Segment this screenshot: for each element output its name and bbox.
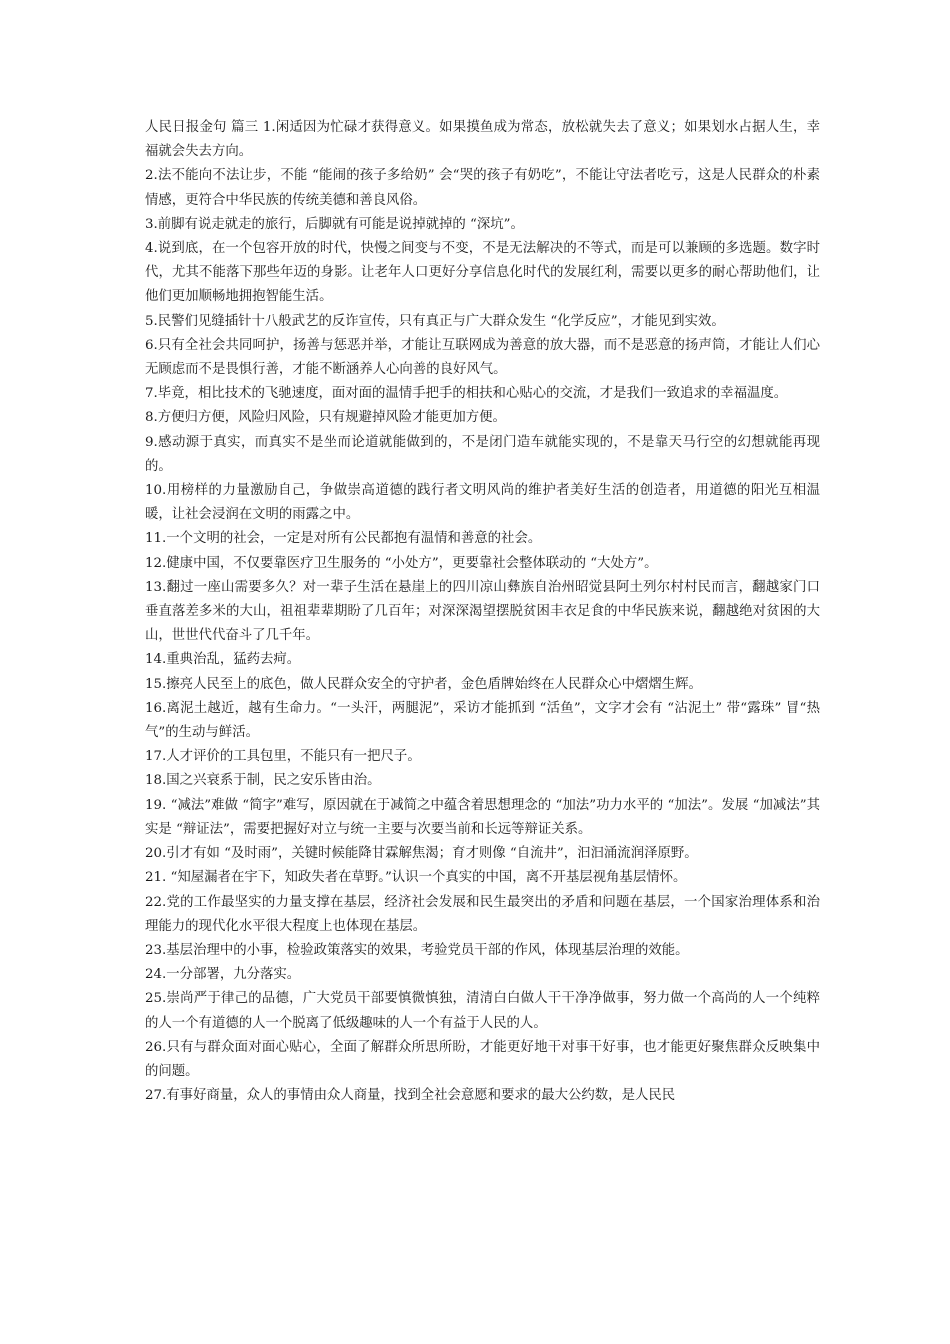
paragraph-8: 8.方便归方便，风险归风险，只有规避掉风险才能更加方便。 bbox=[145, 410, 506, 426]
paragraph-12: 12.健康中国，不仅要靠医疗卫生服务的 “小处方”，更要靠社会整体联动的 “大处方”。 bbox=[145, 555, 658, 571]
paragraph-17: 17.人才评价的工具包里，不能只有一把尺子。 bbox=[145, 749, 421, 765]
paragraph-3: 3.前脚有说走就走的旅行，后脚就有可能是说掉就掉的 “深坑”。 bbox=[145, 216, 524, 232]
paragraph-23: 23.基层治理中的小事，检验政策落实的效果，考验党员干部的作风，体现基层治理的效能。 bbox=[145, 942, 689, 958]
paragraph-16: 16.离泥土越近，越有生命力。“一头汗，两腿泥”，采访才能抓到 “活鱼”，文字才会有 “沾泥土” 带“露珠” 冒“热气”的生动与鲜活。 bbox=[145, 700, 820, 741]
paragraph-24: 24.一分部署，九分落实。 bbox=[145, 967, 301, 983]
paragraph-13: 13.翻过一座山需要多久？对一辈子生活在悬崖上的四川凉山彝族自治州昭觉县阿土列尔村村民而言，翻越家门口垂直落差多米的大山，祖祖辈辈期盼了几百年；对深深渴望摆脱贫困丰衣足食的中华民族来说，翻越绝对贫困的大山，世世代代奋斗了几千年。 bbox=[145, 579, 820, 644]
paragraph-7: 7.毕竟，相比技术的飞驰速度，面对面的温情手把手的相扶和心贴心的交流，才是我们一致追求的幸福温度。 bbox=[145, 386, 788, 402]
paragraph-21: 21. “知屋漏者在宇下，知政失者在草野。”认识一个真实的中国，离不开基层视角基层情怀。 bbox=[145, 870, 687, 886]
paragraph-6: 6.只有全社会共同呵护，扬善与惩恶并举，才能让互联网成为善意的放大器，而不是恶意的扬声筒，才能让人们心无顾虑而不是畏惧行善，才能不断涵养人心向善的良好风气。 bbox=[145, 337, 820, 378]
paragraph-27: 27.有事好商量，众人的事情由众人商量，找到全社会意愿和要求的最大公约数，是人民民 bbox=[145, 1088, 676, 1104]
paragraph-18: 18.国之兴衰系于制，民之安乐皆由治。 bbox=[145, 773, 381, 789]
paragraph-11: 11.一个文明的社会，一定是对所有公民都抱有温情和善意的社会。 bbox=[145, 531, 542, 547]
paragraph-5: 5.民警们见缝插针十八般武艺的反诈宣传，只有真正与广大群众发生 “化学反应”，才能见到实效。 bbox=[145, 313, 725, 329]
paragraph-15: 15.擦亮人民至上的底色，做人民群众安全的守护者，金色盾牌始终在人民群众心中熠熠生辉。 bbox=[145, 676, 702, 692]
paragraph-22: 22.党的工作最坚实的力量支撑在基层，经济社会发展和民生最突出的矛盾和问题在基层，一个国家治理体系和治理能力的现代化水平很大程度上也体现在基层。 bbox=[145, 894, 820, 934]
paragraph-25: 25.崇尚严于律己的品德，广大党员干部要慎微慎独，清清白白做人干干净净做事，努力做一个高尚的人一个纯粹的人一个有道德的人一个脱离了低级趣味的人一个有益于人民的人。 bbox=[145, 991, 820, 1031]
paragraph-26: 26.只有与群众面对面心贴心，全面了解群众所思所盼，才能更好地干对事干好事，也才能更好聚焦群众反映集中的问题。 bbox=[145, 1039, 820, 1079]
paragraph-20: 20.引才有如 “及时雨”，关键时候能降甘霖解焦渴；育才则像 “自流井”，汩汩涌流润泽原野。 bbox=[145, 846, 698, 862]
paragraph-2: 2.法不能向不法让步，不能 “能闹的孩子多给奶” 会“哭的孩子有奶吃”，不能让守法者吃亏，这是人民群众的朴素情感，更符合中华民族的传统美德和善良风俗。 bbox=[145, 168, 820, 208]
paragraph-10: 10.用榜样的力量激励自己，争做崇高道德的践行者文明风尚的维护者美好生活的创造者，用道德的阳光互相温暖，让社会浸润在文明的雨露之中。 bbox=[145, 483, 820, 523]
paragraph-14: 14.重典治乱，猛药去疴。 bbox=[145, 652, 301, 668]
paragraph-1: 人民日报金句 篇三 1.闲适因为忙碌才获得意义。如果摸鱼成为常态，放松就失去了意义；如果划水占据人生，幸福就会失去方向。 bbox=[145, 120, 820, 160]
paragraph-19: 19. “减法”难做 “简字”难写，原因就在于减简之中蕴含着思想理念的 “加法”功力水平的 “加法”。发展 “加减法”其实是 “辩证法”，需要把握好对立与统一主要与次要当前和长远等辩证关系。 bbox=[145, 797, 820, 837]
document-body bbox=[145, 116, 820, 1108]
paragraph-9: 9.感动源于真实，而真实不是坐而论道就能做到的，不是闭门造车就能实现的，不是靠天马行空的幻想就能再现的。 bbox=[145, 434, 820, 474]
paragraph-4: 4.说到底，在一个包容开放的时代，快慢之间变与不变，不是无法解决的不等式，而是可以兼顾的多选题。数字时代，尤其不能落下那些年迈的身影。让老年人口更好分享信息化时代的发展红利，需要以更多的耐心帮助他们，让他们更加顺畅地拥抱智能生活。 bbox=[145, 241, 820, 305]
